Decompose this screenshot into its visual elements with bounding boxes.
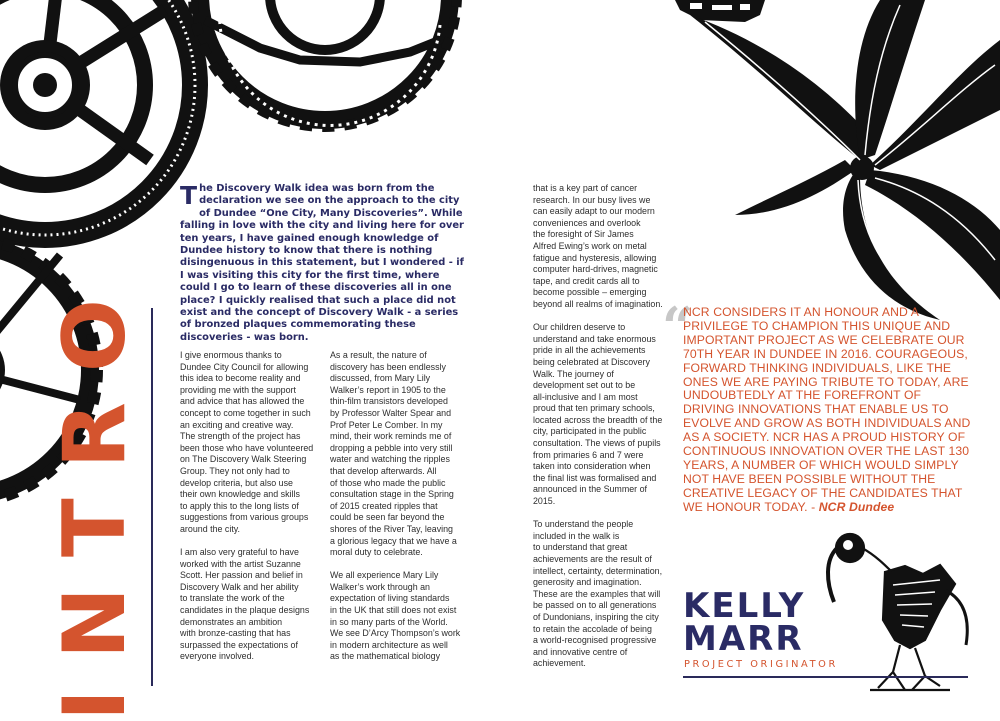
author-role: PROJECT ORIGINATOR <box>684 659 838 670</box>
quote-mark-icon: “ <box>662 295 694 359</box>
author-underline <box>683 676 968 678</box>
gear-illustration-top <box>193 0 457 127</box>
body-column-3 <box>533 183 673 682</box>
body-column-2 <box>330 350 480 675</box>
column-2-paragraph-1: As a result, the nature of discovery has been endlessly discussed, from Mary Lily Walker’s report in 1905 to the thin-film transistors developed by Professor Walter Spear and Prof Peter Le Comber. In my mind, their work reminds me of dropping a pebble into very still water and watching the ripples that develop afterwards. All of those who made the public consultation stage in the Spring of 2015 created ripples that could be seen far beyond the shores of the River Tay, leaving a glorious legacy that we have a moral duty to celebrate. <box>330 350 457 558</box>
author-name <box>683 586 806 659</box>
pull-quote-attribution: NCR Dundee <box>818 499 895 514</box>
body-column-1 <box>180 350 325 675</box>
author-first-name: KELLY <box>683 586 806 626</box>
vertical-divider <box>151 308 153 686</box>
column-3-paragraph-3: To understand the people included in the walk is to understand that great achievements are the result of intellect, certainty, determination, generosity and imagination. These are the examples that will be passed on to all generations of Dundonians, inspiring the city to retain the accolade of being a world-recognised progressive and innovative centre of achievement. <box>533 519 663 669</box>
column-3-paragraph-1: that is a key part of cancer research. In our busy lives we can easily adapt to our modern conveniences and overlook the foresight of Sir James Alfred Ewing’s work on metal fatigue and hysteresis, allowing computer hard-drives, magnetic tape, and credit cards all to become possible – emerging beyond all realms of imagination. <box>533 183 663 309</box>
author-last-name: MARR <box>683 619 804 659</box>
pull-quote-text: NCR CONSIDERS IT AN HONOUR AND A PRIVILEGE TO CHAMPION THIS UNIQUE AND IMPORTANT PROJECT AS WE CELEBRATE OUR 70TH YEAR IN DUNDEE IN 2016. COURAGEOUS, FORWARD THINKING INDIVIDUALS, LIKE THE ONES WE ARE PAYING TRIBUTE TO TODAY, ARE UNDOUBTEDLY AT THE FOREFRONT OF DRIVING INNOVATIONS THAT ENABLE US TO EVOLVE AND GROW AS BOTH INDIVIDUALS AND AS A SOCIETY. NCR HAS A PROUD HISTORY OF CONTINUOUS INNOVATION OVER THE LAST 130 YEARS, A NUMBER OF WHICH WOULD SIMPLY NOT HAVE BEEN POSSIBLE WITHOUT THE CREATIVE LEGACY OF THE CANDIDATES THAT WE HONOUR TODAY. - <box>683 305 971 514</box>
column-1-paragraph-1: I give enormous thanks to Dundee City Council for allowing this idea to become reality and providing me with the support and advice that has allowed the concept to come together in such an exciting and creative way. The strength of the project has been those who have volunteered on The Discovery Walk Steering Group. They not only had to develop criteria, but also use their own knowledge and skills to apply this to the long lists of suggestions from various groups around the city. <box>180 350 314 534</box>
pull-quote <box>683 306 973 515</box>
column-1-paragraph-2: I am also very grateful to have worked with the artist Suzanne Scott. Her passion and belief in Discovery Walk and her ability to translate the work of the candidates in the plaque designs demonstrates an ambition with bronze-casting that has surpassed the expectations of everyone involved. <box>180 547 310 662</box>
section-title-intro <box>30 269 160 721</box>
machine-fragment-illustration <box>675 0 765 22</box>
lead-paragraph: The Discovery Walk idea was born from the declaration we see on the approach to the city of Dundee “One City, Many Discoveries”. While falling in love with the city and living here for over ten years, I have gained enough knowledge of Dundee history to know that there is nothing disingenuous in this statement, but I wondered - if I was visiting this city for the first time, where could I go to learn of these discoveries all in one place? I quickly realised that such a place did not exist and the concept of Discovery Walk - a series of bronzed plaques commemorating these discoveries - was born. <box>180 181 464 343</box>
skeleton-bird-illustration <box>828 534 967 690</box>
column-3-paragraph-2: Our children deserve to understand and take enormous pride in all the achievements being celebrated at Discovery Walk. The journey of development set out to be all-inclusive and I am most proud that ten primary schools, located across the breadth of the city, participated in the public consultation. The views of pupils from primaries 6 and 7 were taken into consideration when the final list was formalised and announced in the Summer of 2015. <box>533 322 663 507</box>
gear-illustration-large <box>0 0 195 235</box>
section-title-text: INTRO <box>45 269 145 721</box>
column-2-paragraph-2: We all experience Mary Lily Walker’s work through an expectation of living standards in the UK that still does not exist in so many parts of the World. We see D’Arcy Thompson’s work in modern architecture as well as the mathematical biology <box>330 570 461 662</box>
